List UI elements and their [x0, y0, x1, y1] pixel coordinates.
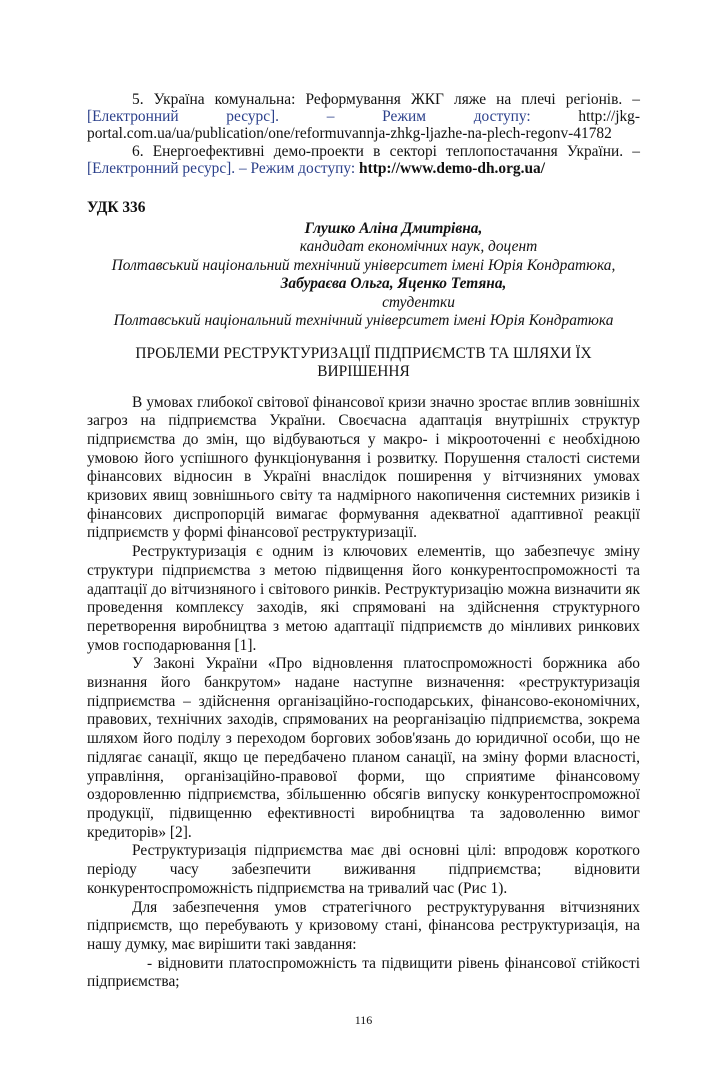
author-title: студентки	[382, 293, 455, 311]
references-list	[87, 91, 640, 177]
author-names: Забураєва Ольга, Яценко Тетяна,	[280, 275, 507, 293]
page-number: 116	[354, 1013, 373, 1028]
article-body	[87, 394, 640, 993]
paragraph: Реструктуризація підприємства має дві основні цілі: впродовж короткого періоду часу забезпечити виживання підприємства; відновити конкурентоспроможність підприємства на тривалий час (Рис 1).	[87, 842, 640, 897]
paragraph: Реструктуризація є одним із ключових елементів, що забезпечує зміну структури підприємства з метою підвищення його конкурентоспроможності та адаптації до вітчизняного і світового ринків. Реструктуризацію можна визначити як проведення комплексу заходів, які спрямовані на здійснення структурного перетворення виробництва з метою адаптації підприємств до мінливих ринкових умов господарювання [1].	[87, 543, 640, 654]
paragraph: - відновити платоспроможність та підвищити рівень фінансової стійкості підприємства;	[87, 954, 640, 991]
reference-url[interactable]: http://www.demo-dh.org.ua/	[355, 159, 545, 177]
udk-code: УДК 336	[87, 199, 146, 217]
paragraph: Для забезпечення умов стратегічного реструктурування вітчизняних підприємств, що перебувають у кризовому стані, фінансова реструктуризація, на нашу думку, має вирішити такі завдання:	[87, 898, 640, 953]
reference-url[interactable]: http://jkg-portal.com.ua/ua/publication/one/reformuvannja-zhkg-ljazhe-na-plech-regonv-41782	[87, 108, 640, 143]
author-affiliation: Полтавський національний технічний університет імені Юрія Кондратюка,	[111, 256, 616, 274]
author-name: Глушко Аліна Дмитрівна,	[304, 219, 483, 237]
reference-link-label: [Електронний ресурс]. – Режим доступу:	[87, 159, 356, 177]
author-title: кандидат економічних наук, доцент	[299, 238, 538, 256]
article-title-line: ВИРІШЕННЯ	[317, 363, 410, 381]
paragraph: В умовах глибокої світової фінансової кризи значно зростає вплив зовнішніх загроз на підприємства України. Своєчасна адаптація внутрішніх структур підприємства до змін, що відбуваються у макро- і мікрооточенні є необхідною умовою його успішного функціонування і розвитку. Порушення сталості системи фінансових відносин в Україні внаслідок поширення у вітчизняних умовах кризових явищ зовнішнього світу та надмірного накопичення системних ризиків і фінансових диспропорцій вимагає формування адекватної адаптивної реакції підприємств у формі фінансової реструктуризації.	[87, 393, 640, 542]
author-block	[87, 220, 640, 331]
paragraph: У Законі України «Про відновлення платоспроможності боржника або визнання його банкрутом» надане наступне визначення: «реструктуризація підприємства – здійснення організаційно-господарських, фінансово-економічних, правових, технічних заходів, спрямованих на реорганізацію підприємства, зокрема шляхом його поділу з переходом боргових зобов'язань до юридичної особи, що не підлягає санації, якщо це передбачено планом санації, на зміну форми власності, управління, організаційно-правової форми, що сприятиме фінансовому оздоровленню підприємства, збільшенню обсягів випуску конкурентоспроможної продукції, підвищенню ефективності виробництва та задоволенню вимог кредиторів» [2].	[87, 655, 640, 841]
article-title	[87, 345, 640, 382]
reference-link-label: [Електронний ресурс]. – Режим доступу:	[87, 108, 531, 126]
author-affiliation: Полтавський національний технічний університет імені Юрія Кондратюка	[113, 312, 614, 330]
article-title-line: ПРОБЛЕМИ РЕСТРУКТУРИЗАЦІЇ ПІДПРИЄМСТВ ТА ШЛЯХИ ЇХ	[135, 344, 592, 362]
reference-item: 6. Енергоефективні демо-проекти в секторі теплопостачання України. – [Електронний ресурс]. – Режим доступу: http://www.demo-dh.org.ua/	[87, 142, 640, 177]
reference-item: 5. Україна комунальна: Реформування ЖКГ ляже на плечі регіонів. – [Електронний ресурс]. – Режим доступу: http://jkg-portal.com.ua/ua/publication/one/reformuvannja-zhkg-ljazhe-na-plech-regonv-41782	[87, 91, 640, 143]
